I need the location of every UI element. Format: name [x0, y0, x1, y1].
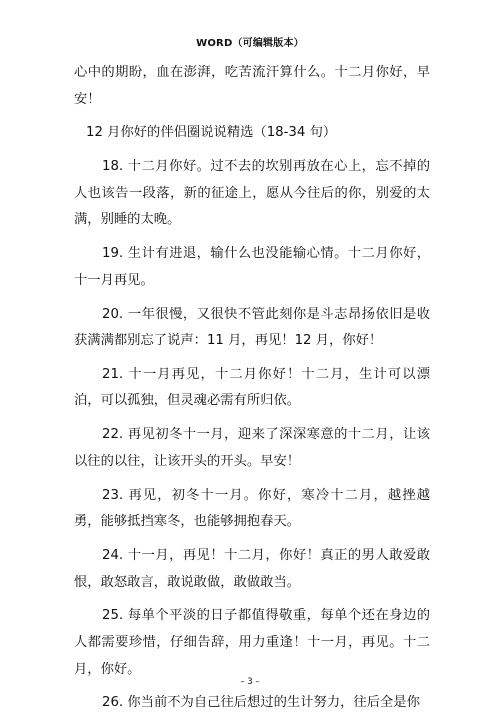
paragraph-item-25: 25. 每单个平淡的日子都值得敬重，每单个还在身边的人都需要珍惜，仔细告辞，用力重逢！十一月，再见。十二月，你好。 — [74, 608, 430, 677]
paragraph-item-18: 18. 十二月你好。过不去的坎别再放在心上，忘不掉的人也该告一段落，新的征途上，愿从今往后的你，别爱的太满，别睡的太晚。 — [74, 159, 430, 228]
paragraph-item-21: 21. 十一月再见，十二月你好！十二月，生计可以漂泊，可以孤独，但灵魂必需有所归依。 — [74, 366, 430, 409]
section-subtitle: 12 月你好的伴侣圈说说精选（18-34 句） — [86, 125, 337, 141]
paragraph-item-19: 19. 生计有进退，输什么也没能输心情。十二月你好，十一月再见。 — [74, 246, 430, 288]
paragraph-item-22: 22. 再见初冬十一月，迎来了深深寒意的十二月，让该以往的以往，让该开头的开头。早安！ — [74, 427, 430, 469]
paragraph-item-26: 26. 你当前不为自己往后想过的生计努力，往后全是你 — [102, 695, 420, 711]
paragraph-item-24: 24. 十一月，再见！十二月，你好！真正的男人敢爱敢恨，敢怒敢言，敢说敢做，敢做敢当。 — [74, 548, 430, 590]
page-number: – 3 – — [240, 677, 260, 687]
paragraph-continuation: 心中的期盼，血在澎湃，吃苦流汗算什么。十二月你好，早安！ — [74, 65, 430, 107]
paragraph-item-20: 20. 一年很慢，又很快不管此刻你是斗志昂扬依旧是收获满满都别忘了说声：11 月，再见！12 月，你好！ — [74, 306, 430, 349]
page-header: WORD（可编辑版本） — [196, 38, 304, 49]
document-body — [74, 60, 430, 724]
paragraph-item-23: 23. 再见，初冬十一月。你好，寒冷十二月，越挫越勇，能够抵挡寒冬，也能够拥抱春天。 — [74, 487, 430, 530]
